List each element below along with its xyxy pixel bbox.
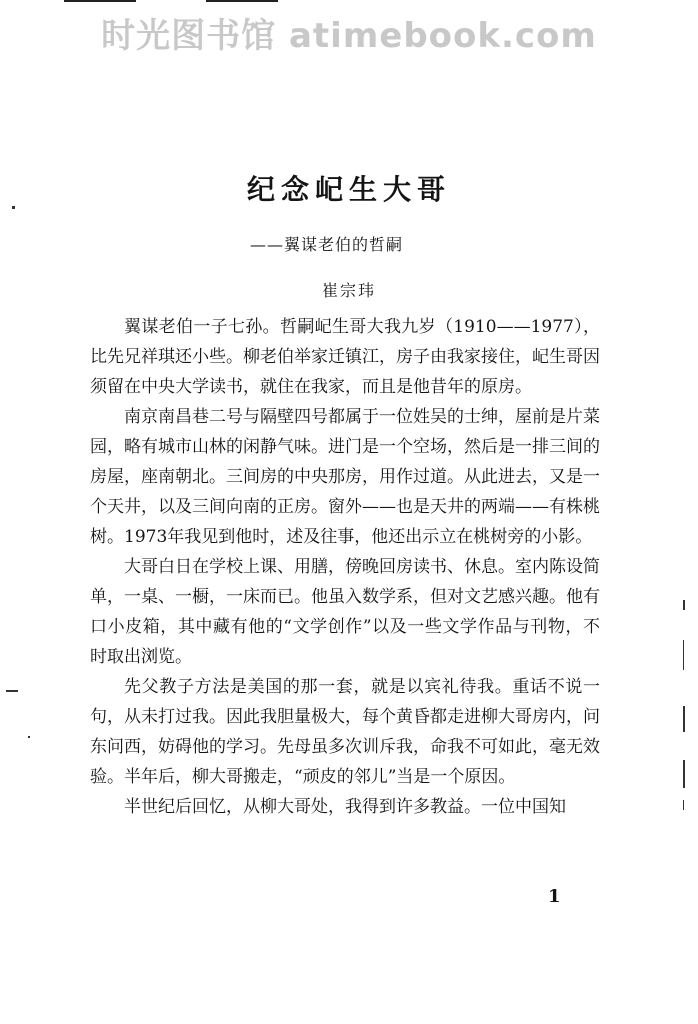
paragraph: 大哥白日在学校上课、用膳，傍晚回房读书、休息。室内陈设简单，一桌、一橱，一床而已。他虽入数学系，但对文艺感兴趣。他有口小皮箱，其中藏有他的“文学创作”以及一些文学作品与刊物，不时取出浏览。 (90, 557, 600, 667)
page-number: 1 (548, 886, 561, 907)
paragraph: 先父教子方法是美国的那一套，就是以宾礼待我。重话不说一句，从未打过我。因此我胆量极大，每个黄昏都走进柳大哥房内，问东问西，妨碍他的学习。先母虽多次训斥我，命我不可如此，毫无效验。半年后，柳大哥搬走，“顽皮的邻儿”当是一个原因。 (90, 677, 600, 787)
scan-speck (12, 206, 15, 209)
top-rule-right (206, 0, 278, 2)
scan-speck (683, 760, 685, 788)
subtitle: ——翼谋老伯的哲嗣 (250, 235, 404, 254)
body-text (90, 312, 600, 822)
top-rule-left (64, 0, 136, 2)
scan-speck (683, 640, 684, 670)
paragraph: 南京南昌巷二号与隔壁四号都属于一位姓吴的士绅，屋前是片菜园，略有城市山林的闲静气味。进门是一个空场，然后是一排三间的房屋，座南朝北。三间房的中央那房，用作过道。从此进去，又是一个天井，以及三间向南的正房。窗外——也是天井的两端——有株桃树。1973年我见到他时，述及往事，他还出示立在桃树旁的小影。 (90, 407, 600, 547)
author-name: 崔宗玮 (321, 281, 376, 300)
page-title: 纪念屺生大哥 (246, 173, 451, 206)
paragraph: 翼谋老伯一子七孙。哲嗣屺生哥大我九岁（1910——1977），比先兄祥琪还小些。柳老伯举家迁镇江，房子由我家接住，屺生哥因须留在中央大学读书，就住在我家，而且是他昔年的原房。 (90, 317, 600, 397)
scan-speck (28, 736, 30, 738)
scan-speck (683, 600, 685, 610)
scan-speck (683, 706, 685, 732)
scan-speck (683, 800, 684, 810)
scan-speck (6, 690, 18, 692)
watermark: 时光图书馆 atimebook.com (101, 16, 597, 56)
paragraph: 半世纪后回忆，从柳大哥处，我得到许多教益。一位中国知 (124, 797, 566, 817)
